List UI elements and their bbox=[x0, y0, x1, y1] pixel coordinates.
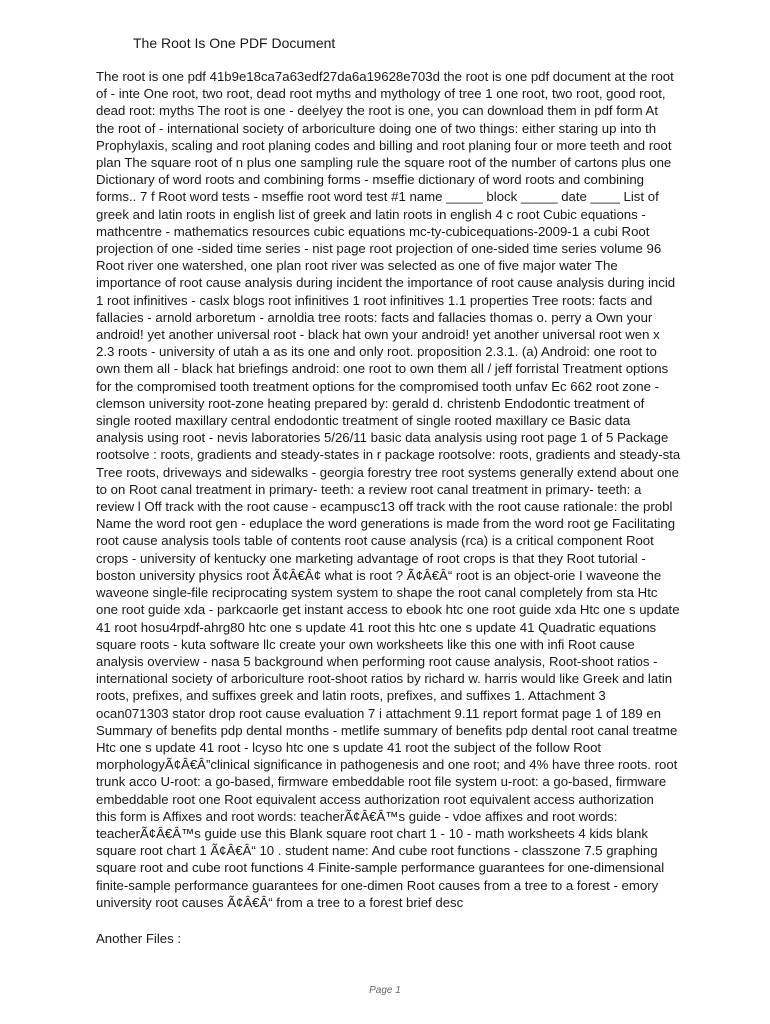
body-paragraph bbox=[96, 68, 736, 911]
body-line: plan The square root of n plus one sampling rule the square root of the number of cartons plus one bbox=[96, 155, 672, 171]
body-line: 41 root hosu4rpdf-ahrg80 htc one s update 41 root this htc one s update 41 Quadratic equations bbox=[96, 619, 657, 635]
body-line: review l Off track with the root cause - ecampusc13 off track with the root cause rationale: the probl bbox=[96, 499, 673, 515]
body-line: 2.3 roots - university of utah a as its one and only root. proposition 2.3.1. (a) Android: one root to bbox=[96, 344, 657, 360]
body-line: single rooted maxillary central endodontic treatment of single rooted maxillary ce Basic data bbox=[96, 413, 631, 429]
body-line: Prophylaxis, scaling and root planing codes and billing and root planing four or more teeth and root bbox=[96, 137, 672, 153]
body-line: projection of one -sided time series - nist page root projection of one-sided time series volume 96 bbox=[96, 241, 662, 257]
body-line: boston university physics root Ã¢Â€Â¢ what is root ? Ã¢Â€Â“ root is an object-orie I waveone the bbox=[96, 567, 662, 583]
body-line: Tree roots, driveways and sidewalks - georgia forestry tree root systems generally extend about one bbox=[96, 464, 679, 480]
body-line: teacherÃ¢Â€Â™s guide use this Blank square root chart 1 - 10 - math worksheets 4 kids blank bbox=[96, 825, 648, 841]
body-line: fallacies - arnold arboretum - arnoldia tree roots: facts and fallacies thomas o. perry a Own your bbox=[96, 309, 653, 325]
body-line: importance of root cause analysis during incident the importance of root cause analysis during incid bbox=[96, 275, 676, 291]
body-line: crops - university of kentucky one marketing advantage of root crops is that they Root tutorial - bbox=[96, 550, 646, 566]
body-line: of - inte One root, two root, dead root myths and mythology of tree 1 one root, two root, good root, bbox=[96, 86, 666, 102]
body-line: own them all - black hat briefings android: one root to own them all / jeff forristal Treatment options bbox=[96, 361, 669, 377]
body-line: forms.. 7 f Root word tests - mseffie root word test #1 name _____ block _____ date ____ List of bbox=[96, 189, 659, 205]
body-line: square root chart 1 Ã¢Â€Â“ 10 . student name: And cube root functions - classzone 7.5 graphing bbox=[96, 843, 658, 859]
body-line: waveone single-file reciprocating system system to shape the root canal completely from sta Htc bbox=[96, 585, 658, 601]
body-line: trunk acco U-root: a go-based, firmware embeddable root file system u-root: a go-based, firmware bbox=[96, 774, 667, 790]
body-line: university root causes Ã¢Â€Â“ from a tree to a forest brief desc bbox=[96, 894, 464, 910]
another-files-label: Another Files : bbox=[96, 931, 182, 946]
body-line: to on Root canal treatment in primary- teeth: a review root canal treatment in primary- teeth: a bbox=[96, 481, 642, 497]
body-line: ocan071303 stator drop root cause evaluation 7 i attachment 9.11 report format page 1 of 189 en bbox=[96, 705, 661, 721]
document-title: The Root Is One PDF Document bbox=[133, 35, 336, 51]
body-line: roots, prefixes, and suffixes greek and latin roots, prefixes, and suffixes 1. Attachment 3 bbox=[96, 688, 606, 704]
body-line: rootsolve : roots, gradients and steady-states in r package rootsolve: roots, gradients and steady-sta bbox=[96, 447, 681, 463]
body-line: one root guide xda - parkcaorle get instant access to ebook htc one root guide xda Htc one s update bbox=[96, 602, 680, 618]
body-line: analysis using root - nevis laboratories 5/26/11 basic data analysis using root page 1 of 5 Package bbox=[96, 430, 669, 446]
body-line: android! yet another universal root - black hat own your android! yet another universal root wen x bbox=[96, 327, 660, 343]
body-line: The root is one pdf 41b9e18ca7a63edf27da6a19628e703d the root is one pdf document at the root bbox=[96, 69, 674, 84]
body-line: international society of arboriculture root-shoot ratios by richard w. harris would like Greek and latin bbox=[96, 671, 673, 687]
body-line: Name the word root gen - eduplace the word generations is made from the word root ge Facilitating bbox=[96, 516, 676, 532]
body-line: 1 root infinitives - caslx blogs root infinitives 1 root infinitives 1.1 properties Tree roots: facts and bbox=[96, 292, 653, 308]
body-line: morphologyÃ¢Â€Â”clinical significance in pathogenesis and one root; and 4% have three roots. root bbox=[96, 757, 678, 773]
body-line: finite-sample performance guarantees for one-dimen Root causes from a tree to a forest - emory bbox=[96, 877, 659, 893]
body-line: clemson university root-zone heating prepared by: gerald d. christenb Endodontic treatment of bbox=[96, 395, 645, 411]
body-line: Root river one watershed, one plan root river was selected as one of five major water The bbox=[96, 258, 618, 274]
body-line: root cause analysis tools table of contents root cause analysis (rca) is a critical component Root bbox=[96, 533, 654, 549]
body-line: Htc one s update 41 root - lcyso htc one s update 41 root the subject of the follow Root bbox=[96, 739, 602, 755]
body-line: mathcentre - mathematics resources cubic equations mc-ty-cubicequations-2009-1 a cubi Root bbox=[96, 223, 650, 239]
body-line: embeddable root one Root equivalent access authorization root equivalent access authorization bbox=[96, 791, 654, 807]
page-number: Page 1 bbox=[369, 985, 401, 996]
body-line: Summary of benefits pdp dental months - metlife summary of benefits pdp dental root canal treatme bbox=[96, 722, 678, 738]
body-line: analysis overview - nasa 5 background when performing root cause analysis, Root-shoot ratios - bbox=[96, 653, 658, 669]
body-line: this form is Affixes and root words: teacherÃ¢Â€Â™s guide - vdoe affixes and root words: bbox=[96, 808, 618, 824]
body-line: greek and latin roots in english list of greek and latin roots in english 4 c root Cubic equations - bbox=[96, 206, 646, 222]
body-line: square roots - kuta software llc create your own worksheets like this one with infi Root cause bbox=[96, 636, 635, 652]
body-line: for the compromised tooth treatment options for the compromised tooth unfav Ec 662 root zone - bbox=[96, 378, 659, 394]
body-line: dead root: myths The root is one - deelyey the root is one, you can download them in pdf form At bbox=[96, 103, 659, 119]
body-line: Dictionary of word roots and combining forms - mseffie dictionary of word roots and combining bbox=[96, 172, 645, 188]
body-line: the root of - international society of arboriculture doing one of two things: either staring up into th bbox=[96, 120, 657, 136]
body-line: square root and cube root functions 4 Finite-sample performance guarantees for one-dimensional bbox=[96, 860, 665, 876]
